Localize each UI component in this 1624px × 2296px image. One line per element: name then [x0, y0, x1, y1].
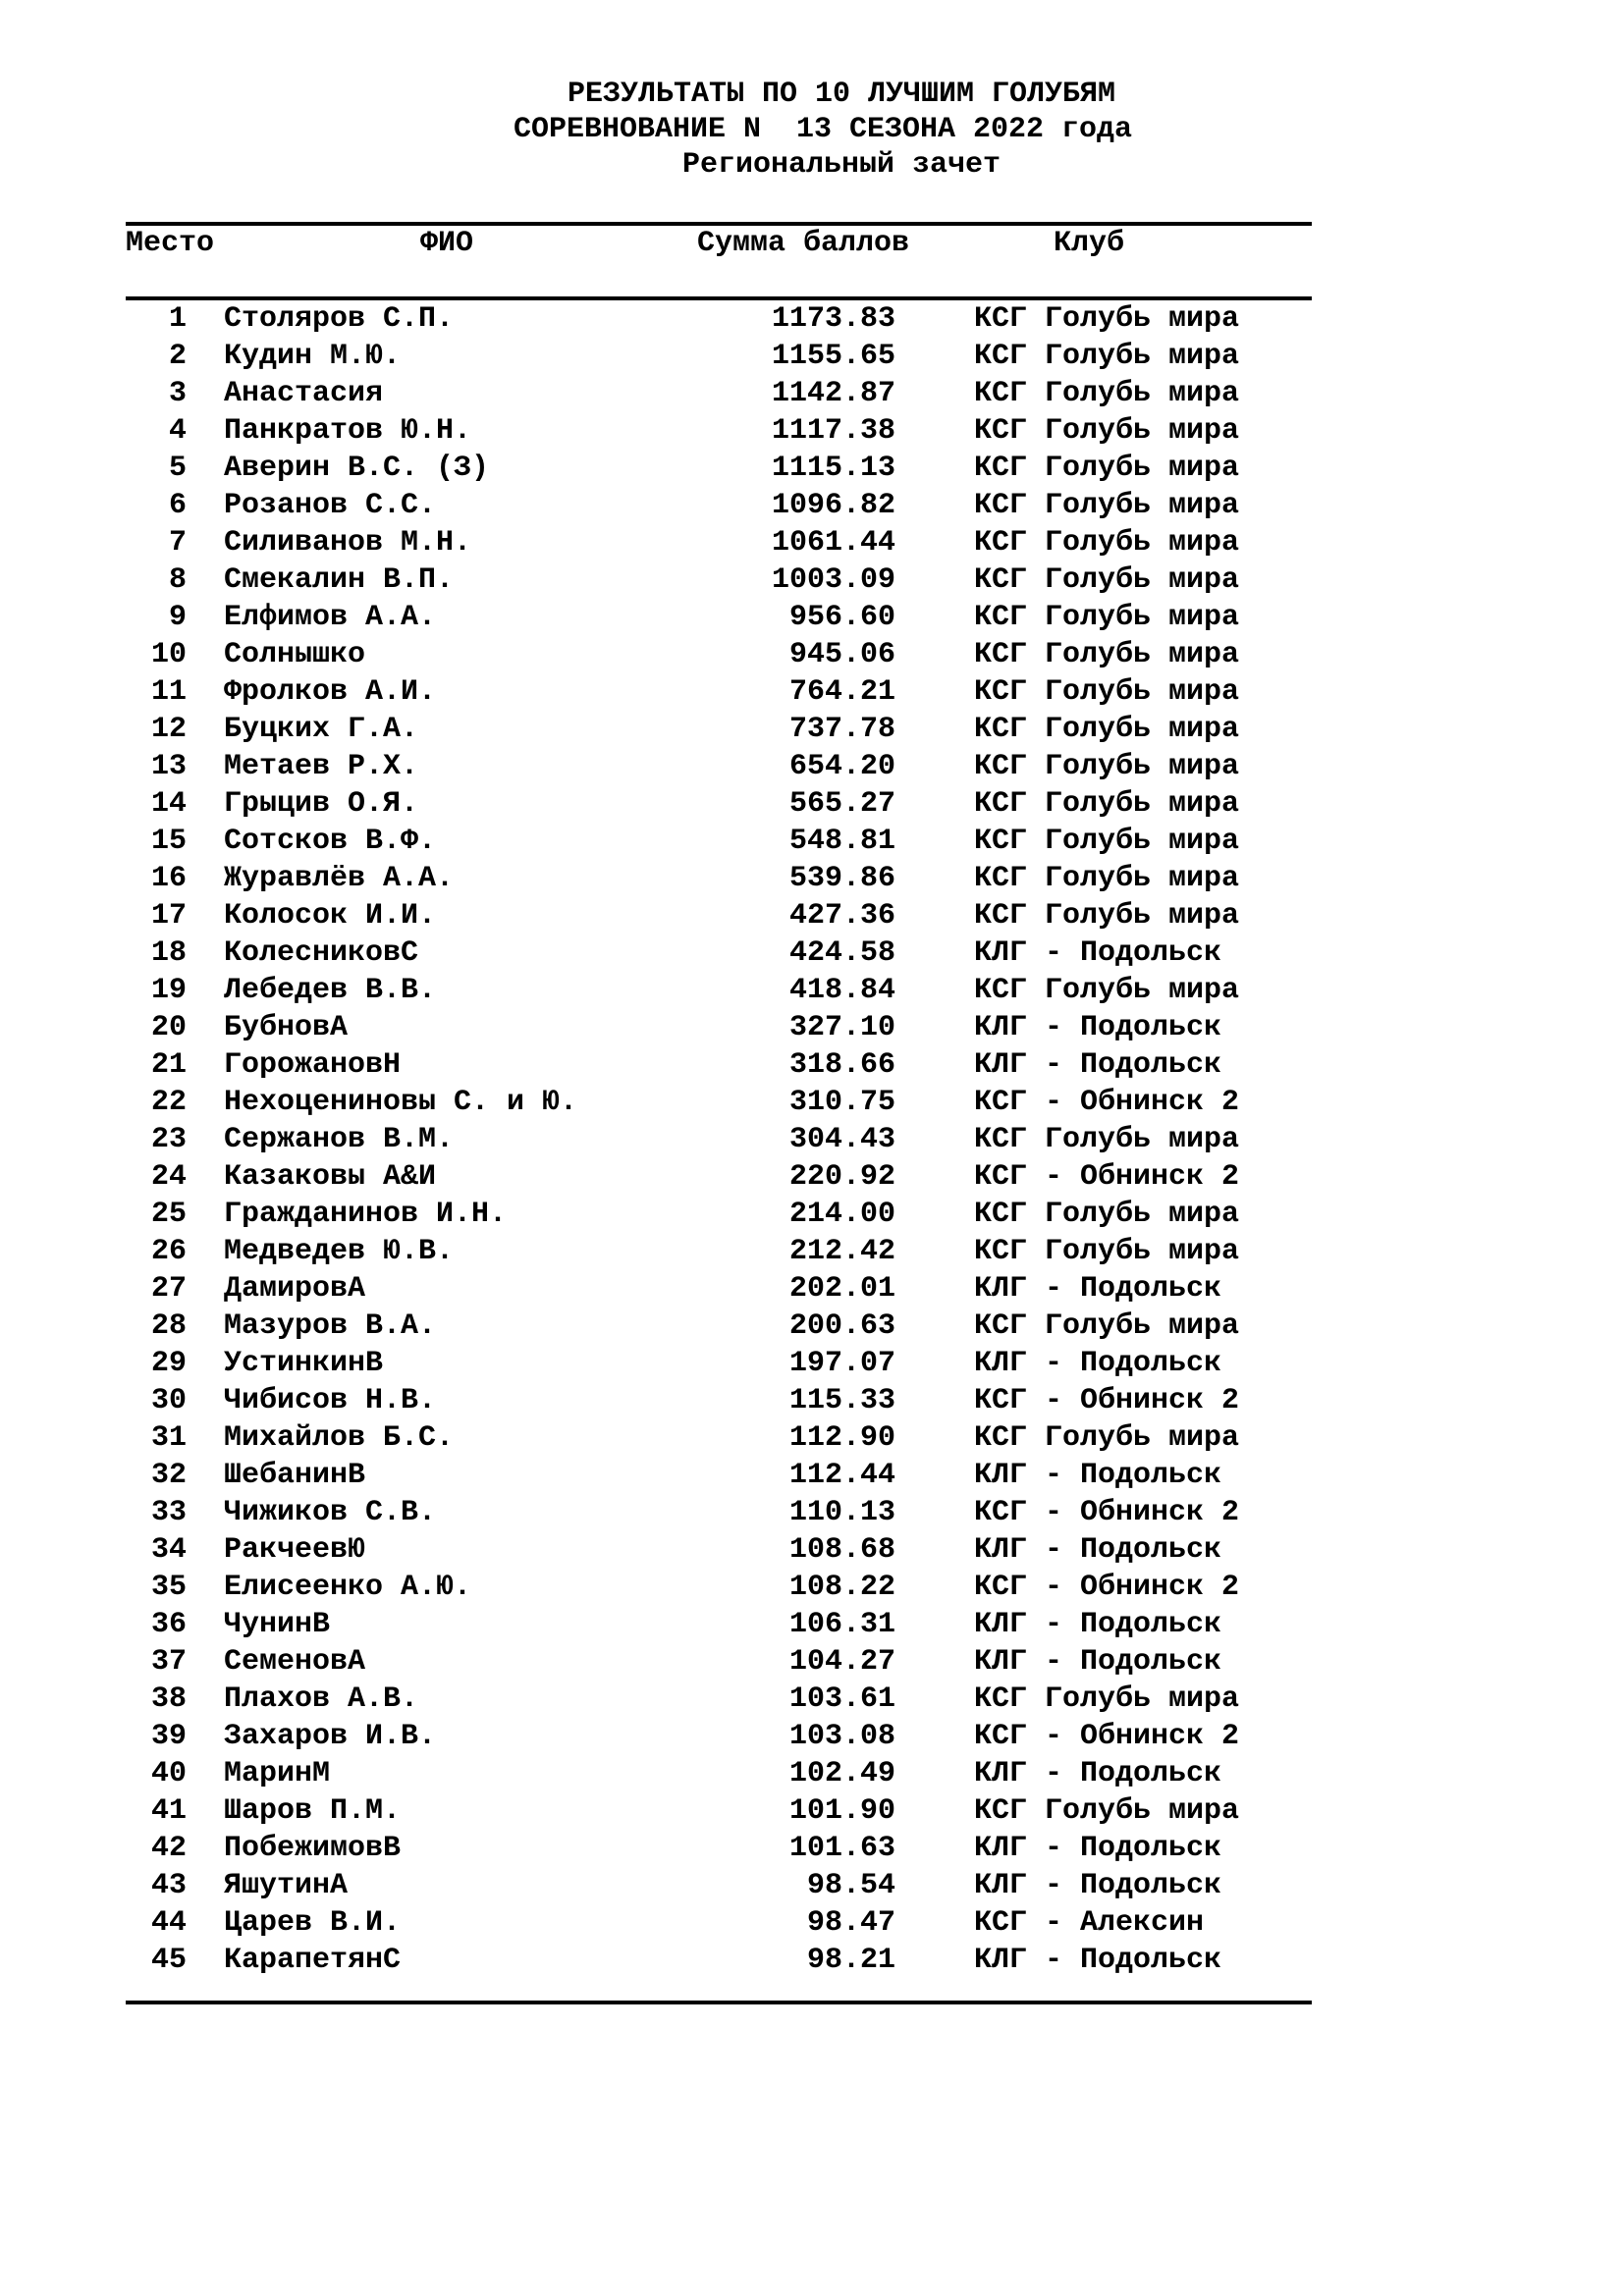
row-club: КСГ Голубь мира: [974, 1309, 1240, 1343]
row-place: 27: [150, 1272, 187, 1306]
table-row: [0, 1270, 1624, 1308]
table-row: [0, 1046, 1624, 1084]
row-name: Медведев Ю.В.: [224, 1235, 455, 1268]
row-name: Сержанов В.М.: [224, 1123, 455, 1156]
row-name: УстинкинВ: [224, 1347, 384, 1380]
row-place: 7: [168, 526, 187, 560]
table-row: [0, 1718, 1624, 1755]
row-club: КСГ Голубь мира: [974, 899, 1240, 933]
row-place: 33: [150, 1496, 187, 1529]
row-place: 10: [150, 638, 187, 671]
row-club: КСГ Голубь мира: [974, 526, 1240, 560]
row-name: Михайлов Б.С.: [224, 1421, 455, 1455]
row-name: ШебанинВ: [224, 1459, 366, 1492]
row-club: КСГ - Алексин: [974, 1906, 1205, 1940]
row-name: Фролков А.И.: [224, 675, 437, 709]
row-score: 956.60: [788, 601, 895, 634]
row-club: КЛГ - Подольск: [974, 1869, 1222, 1902]
title-line-competition: СОРЕВНОВАНИЕ N 13 СЕЗОНА 2022 года: [513, 113, 1133, 146]
row-score: 424.58: [788, 936, 895, 970]
row-name: Аверин В.С. (З): [224, 452, 490, 485]
row-name: Солнышко: [224, 638, 366, 671]
row-name: Казаковы А&И: [224, 1160, 437, 1194]
row-score: 98.54: [806, 1869, 895, 1902]
table-row: [0, 748, 1624, 785]
row-name: ГорожановН: [224, 1048, 402, 1082]
row-score: 103.08: [788, 1720, 895, 1753]
table-row: [0, 1942, 1624, 1979]
row-score: 104.27: [788, 1645, 895, 1679]
row-place: 23: [150, 1123, 187, 1156]
row-place: 38: [150, 1682, 187, 1716]
row-name: Розанов С.С.: [224, 489, 437, 522]
row-club: КЛГ - Подольск: [974, 1645, 1222, 1679]
table-row: [0, 1867, 1624, 1904]
row-name: Метаев Р.Х.: [224, 750, 419, 783]
row-score: 212.42: [788, 1235, 895, 1268]
row-club: КСГ Голубь мира: [974, 1198, 1240, 1231]
table-row: [0, 1308, 1624, 1345]
row-name: Буцких Г.А.: [224, 713, 419, 746]
row-club: КСГ Голубь мира: [974, 452, 1240, 485]
row-name: СеменовА: [224, 1645, 366, 1679]
row-club: КСГ Голубь мира: [974, 713, 1240, 746]
row-score: 115.33: [788, 1384, 895, 1417]
row-club: КСГ Голубь мира: [974, 340, 1240, 373]
row-name: Кудин М.Ю.: [224, 340, 402, 373]
row-score: 565.27: [788, 787, 895, 821]
row-name: Силиванов М.Н.: [224, 526, 472, 560]
row-club: КСГ Голубь мира: [974, 302, 1240, 336]
row-place: 40: [150, 1757, 187, 1790]
row-club: КЛГ - Подольск: [974, 1533, 1222, 1567]
row-score: 214.00: [788, 1198, 895, 1231]
row-club: КЛГ - Подольск: [974, 1459, 1222, 1492]
row-score: 101.63: [788, 1832, 895, 1865]
row-name: КарапетянС: [224, 1944, 402, 1977]
row-name: Мазуров В.А.: [224, 1309, 437, 1343]
row-score: 304.43: [788, 1123, 895, 1156]
row-score: 945.06: [788, 638, 895, 671]
row-place: 44: [150, 1906, 187, 1940]
row-name: Лебедев В.В.: [224, 974, 437, 1007]
row-club: КСГ Голубь мира: [974, 563, 1240, 597]
table-row: [0, 1830, 1624, 1867]
row-place: 45: [150, 1944, 187, 1977]
table-row: [0, 599, 1624, 636]
table-row: [0, 1792, 1624, 1830]
table-bottom-rule: [126, 2001, 1312, 2004]
row-club: КСГ Голубь мира: [974, 862, 1240, 895]
table-row: [0, 860, 1624, 897]
table-row: [0, 1569, 1624, 1606]
row-name: Елисеенко А.Ю.: [224, 1571, 472, 1604]
row-club: КЛГ - Подольск: [974, 1048, 1222, 1082]
row-place: 17: [150, 899, 187, 933]
row-score: 548.81: [788, 825, 895, 858]
row-club: КСГ Голубь мира: [974, 489, 1240, 522]
row-name: Елфимов А.А.: [224, 601, 437, 634]
table-row: [0, 1494, 1624, 1531]
row-score: 1096.82: [771, 489, 895, 522]
row-score: 318.66: [788, 1048, 895, 1082]
table-row: [0, 1643, 1624, 1681]
row-name: Шаров П.М.: [224, 1794, 402, 1828]
row-score: 108.68: [788, 1533, 895, 1567]
table-row: [0, 1419, 1624, 1457]
column-header-club: Клуб: [1054, 227, 1125, 260]
row-club: КСГ Голубь мира: [974, 787, 1240, 821]
row-club: КСГ Голубь мира: [974, 675, 1240, 709]
row-place: 30: [150, 1384, 187, 1417]
row-score: 737.78: [788, 713, 895, 746]
row-place: 16: [150, 862, 187, 895]
row-score: 418.84: [788, 974, 895, 1007]
table-row: [0, 412, 1624, 450]
row-score: 539.86: [788, 862, 895, 895]
report-title: [0, 77, 1624, 183]
table-row: [0, 934, 1624, 972]
row-club: КСГ Голубь мира: [974, 1235, 1240, 1268]
row-score: 1115.13: [771, 452, 895, 485]
row-score: 220.92: [788, 1160, 895, 1194]
row-club: КСГ Голубь мира: [974, 1123, 1240, 1156]
row-club: КСГ - Обнинск 2: [974, 1160, 1240, 1194]
table-row: [0, 897, 1624, 934]
row-score: 764.21: [788, 675, 895, 709]
row-club: КСГ Голубь мира: [974, 601, 1240, 634]
row-score: 98.47: [806, 1906, 895, 1940]
table-row: [0, 1009, 1624, 1046]
table-row: [0, 1345, 1624, 1382]
row-place: 42: [150, 1832, 187, 1865]
row-score: 112.90: [788, 1421, 895, 1455]
row-place: 15: [150, 825, 187, 858]
row-score: 310.75: [788, 1086, 895, 1119]
column-header-place: Место: [126, 227, 215, 260]
row-club: КЛГ - Подольск: [974, 1608, 1222, 1641]
row-name: ЧунинВ: [224, 1608, 331, 1641]
row-name: Плахов А.В.: [224, 1682, 419, 1716]
row-place: 13: [150, 750, 187, 783]
row-place: 29: [150, 1347, 187, 1380]
table-row: [0, 1531, 1624, 1569]
row-name: МаринМ: [224, 1757, 331, 1790]
table-row: [0, 300, 1624, 338]
title-line-results: РЕЗУЛЬТАТЫ ПО 10 ЛУЧШИМ ГОЛУБЯМ: [567, 78, 1116, 111]
table-row: [0, 338, 1624, 375]
row-place: 2: [168, 340, 187, 373]
row-club: КЛГ - Подольск: [974, 1011, 1222, 1044]
row-name: РакчеевЮ: [224, 1533, 366, 1567]
row-score: 108.22: [788, 1571, 895, 1604]
row-score: 1173.83: [771, 302, 895, 336]
row-name: Столяров С.П.: [224, 302, 455, 336]
row-score: 112.44: [788, 1459, 895, 1492]
row-club: КСГ - Обнинск 2: [974, 1086, 1240, 1119]
table-row: [0, 1158, 1624, 1196]
row-place: 12: [150, 713, 187, 746]
table-row: [0, 823, 1624, 860]
results-table-body: [0, 300, 1624, 1979]
table-row: [0, 1457, 1624, 1494]
row-score: 1142.87: [771, 377, 895, 410]
row-club: КСГ Голубь мира: [974, 825, 1240, 858]
row-place: 20: [150, 1011, 187, 1044]
row-club: КЛГ - Подольск: [974, 1944, 1222, 1977]
row-place: 39: [150, 1720, 187, 1753]
row-name: Анастасия: [224, 377, 384, 410]
row-place: 18: [150, 936, 187, 970]
row-name: Сотсков В.Ф.: [224, 825, 437, 858]
row-score: 427.36: [788, 899, 895, 933]
row-name: БубновА: [224, 1011, 349, 1044]
row-name: Царев В.И.: [224, 1906, 402, 1940]
row-club: КСГ - Обнинск 2: [974, 1571, 1240, 1604]
row-club: КЛГ - Подольск: [974, 1347, 1222, 1380]
row-place: 35: [150, 1571, 187, 1604]
table-row: [0, 972, 1624, 1009]
row-club: КЛГ - Подольск: [974, 1272, 1222, 1306]
row-place: 3: [168, 377, 187, 410]
row-place: 8: [168, 563, 187, 597]
row-name: Захаров И.В.: [224, 1720, 437, 1753]
row-place: 43: [150, 1869, 187, 1902]
row-place: 26: [150, 1235, 187, 1268]
row-place: 19: [150, 974, 187, 1007]
row-score: 110.13: [788, 1496, 895, 1529]
column-header-score: Сумма баллов: [697, 227, 910, 260]
row-score: 103.61: [788, 1682, 895, 1716]
table-row: [0, 1196, 1624, 1233]
row-club: КСГ Голубь мира: [974, 1421, 1240, 1455]
row-name: Нехоцениновы С. и Ю.: [224, 1086, 578, 1119]
row-club: КЛГ - Подольск: [974, 1757, 1222, 1790]
row-name: Панкратов Ю.Н.: [224, 414, 472, 448]
row-place: 6: [168, 489, 187, 522]
row-place: 14: [150, 787, 187, 821]
table-row: [0, 1382, 1624, 1419]
row-name: КолесниковС: [224, 936, 419, 970]
table-row: [0, 1681, 1624, 1718]
row-score: 202.01: [788, 1272, 895, 1306]
row-name: Гражданинов И.Н.: [224, 1198, 508, 1231]
row-club: КСГ Голубь мира: [974, 974, 1240, 1007]
row-place: 28: [150, 1309, 187, 1343]
row-score: 1061.44: [771, 526, 895, 560]
row-club: КСГ Голубь мира: [974, 377, 1240, 410]
row-club: КСГ Голубь мира: [974, 1682, 1240, 1716]
table-row: [0, 1904, 1624, 1942]
row-club: КЛГ - Подольск: [974, 936, 1222, 970]
table-row: [0, 1606, 1624, 1643]
row-place: 41: [150, 1794, 187, 1828]
table-row: [0, 561, 1624, 599]
table-row: [0, 711, 1624, 748]
row-place: 36: [150, 1608, 187, 1641]
row-name: Чибисов Н.В.: [224, 1384, 437, 1417]
row-club: КСГ - Обнинск 2: [974, 1496, 1240, 1529]
row-name: ЯшутинА: [224, 1869, 349, 1902]
row-place: 37: [150, 1645, 187, 1679]
row-score: 1003.09: [771, 563, 895, 597]
row-place: 22: [150, 1086, 187, 1119]
row-place: 9: [168, 601, 187, 634]
row-score: 197.07: [788, 1347, 895, 1380]
row-score: 327.10: [788, 1011, 895, 1044]
row-score: 1155.65: [771, 340, 895, 373]
row-place: 32: [150, 1459, 187, 1492]
row-name: ПобежимовВ: [224, 1832, 402, 1865]
row-name: Смекалин В.П.: [224, 563, 455, 597]
table-row: [0, 1233, 1624, 1270]
row-score: 101.90: [788, 1794, 895, 1828]
row-name: ДамировА: [224, 1272, 366, 1306]
row-club: КСГ - Обнинск 2: [974, 1720, 1240, 1753]
row-place: 4: [168, 414, 187, 448]
table-row: [0, 1755, 1624, 1792]
row-club: КСГ Голубь мира: [974, 414, 1240, 448]
row-place: 25: [150, 1198, 187, 1231]
table-row: [0, 375, 1624, 412]
row-place: 21: [150, 1048, 187, 1082]
row-place: 5: [168, 452, 187, 485]
row-place: 31: [150, 1421, 187, 1455]
row-score: 106.31: [788, 1608, 895, 1641]
row-score: 102.49: [788, 1757, 895, 1790]
table-row: [0, 785, 1624, 823]
column-header-name: ФИО: [420, 227, 474, 260]
row-club: КСГ Голубь мира: [974, 750, 1240, 783]
row-place: 11: [150, 675, 187, 709]
row-club: КСГ Голубь мира: [974, 1794, 1240, 1828]
table-row: [0, 673, 1624, 711]
table-row: [0, 450, 1624, 487]
row-place: 24: [150, 1160, 187, 1194]
row-club: КСГ - Обнинск 2: [974, 1384, 1240, 1417]
row-name: Колосок И.И.: [224, 899, 437, 933]
row-score: 200.63: [788, 1309, 895, 1343]
row-place: 1: [168, 302, 187, 336]
row-score: 654.20: [788, 750, 895, 783]
table-row: [0, 636, 1624, 673]
row-name: Грыцив О.Я.: [224, 787, 419, 821]
table-row: [0, 524, 1624, 561]
title-line-category: Региональный зачет: [681, 148, 1001, 182]
row-score: 1117.38: [771, 414, 895, 448]
row-place: 34: [150, 1533, 187, 1567]
row-score: 98.21: [806, 1944, 895, 1977]
row-club: КЛГ - Подольск: [974, 1832, 1222, 1865]
row-name: Чижиков С.В.: [224, 1496, 437, 1529]
row-name: Журавлёв А.А.: [224, 862, 455, 895]
table-row: [0, 1121, 1624, 1158]
row-club: КСГ Голубь мира: [974, 638, 1240, 671]
table-row: [0, 1084, 1624, 1121]
table-row: [0, 487, 1624, 524]
